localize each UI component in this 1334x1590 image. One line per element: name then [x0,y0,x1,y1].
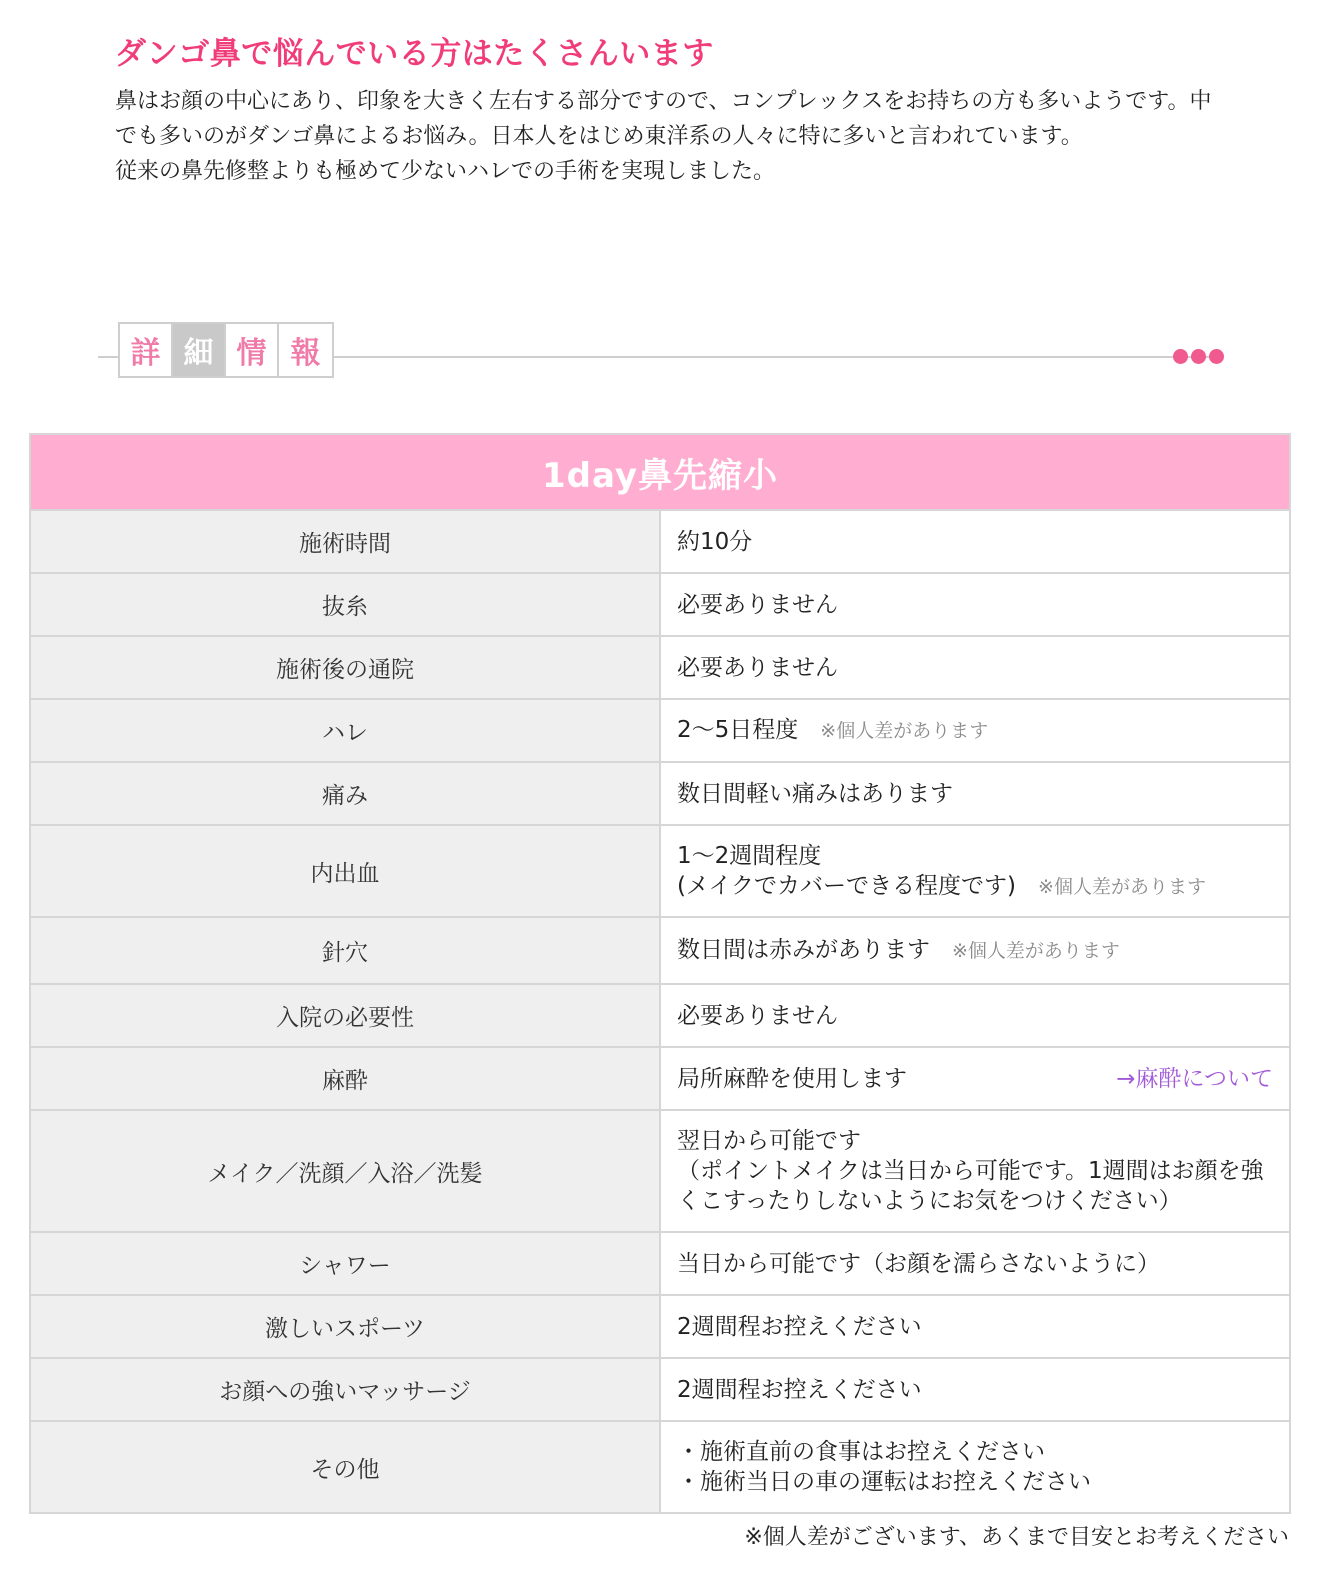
table-row [30,1110,1290,1232]
section-title-char: 情 [226,324,279,376]
table-row [30,1232,1290,1295]
decorative-dots-icon [1173,349,1224,364]
intro-section [115,32,1225,189]
row-value-text: 局所麻酔を使用します [677,1065,907,1092]
row-value-text: ・施術直前の食事はお控えください [677,1439,1045,1465]
row-label: 内出血 [30,825,660,917]
row-value-line [677,1312,1273,1342]
row-value [660,762,1290,825]
table-row [30,762,1290,825]
row-value [660,917,1290,984]
row-value [660,984,1290,1047]
table-row [30,917,1290,984]
row-value-line [677,1001,1273,1031]
row-value-line [677,1437,1273,1467]
row-value [660,1421,1290,1513]
row-value-line [677,1126,1273,1156]
section-heading [98,320,1224,380]
row-label: 痛み [30,762,660,825]
row-value-text: ・施術当日の車の運転はお控えください [677,1469,1091,1495]
row-value-text: 翌日から可能です [677,1128,861,1154]
row-value-text: 2〜5日程度 [677,717,799,743]
section-title-char: 詳 [120,324,173,376]
row-note: ※個人差があります [820,720,989,742]
row-label: 施術時間 [30,510,660,573]
table-row [30,699,1290,762]
row-note: ※個人差があります [952,940,1120,962]
row-label: 激しいスポーツ [30,1295,660,1358]
row-value-line [677,1467,1273,1497]
row-value-text: 2週間程お控えください [677,1376,922,1403]
row-value-text: 必要ありません [677,591,838,618]
table-body [30,510,1290,1513]
section-title-char: 細 [173,324,226,376]
row-label: シャワー [30,1232,660,1295]
table-row [30,1295,1290,1358]
row-value-text: 当日から可能です（お顔を濡らさないように） [677,1250,1160,1277]
row-label: その他 [30,1421,660,1513]
table-row [30,510,1290,573]
row-value-text: 2週間程お控えください [677,1313,922,1340]
row-value-text: 1〜2週間程度 [677,842,822,869]
table-title: 1day鼻先縮小 [30,434,1290,510]
row-label: メイク／洗顔／入浴／洗髪 [30,1110,660,1232]
row-value [660,1295,1290,1358]
table-row [30,1358,1290,1421]
row-label: 施術後の通院 [30,636,660,699]
row-value [660,510,1290,573]
intro-paragraph: 鼻はお顔の中心にあり、印象を大きく左右する部分ですので、コンプレックスをお持ちの方も多いようです。中でも多いのがダンゴ鼻によるお悩み。日本人をはじめ東洋系の人々に特に多いと言われています。 [115,89,1212,149]
row-value-line [677,1375,1273,1405]
intro-paragraph: 従来の鼻先修整よりも極めて少ないハレでの手術を実現しました。 [115,159,776,184]
row-label: 麻酔 [30,1047,660,1110]
row-value [660,573,1290,636]
row-label: 針穴 [30,917,660,984]
row-label: 抜糸 [30,573,660,636]
row-value-line [677,527,1273,557]
row-value-line [677,841,1273,871]
row-value [660,1110,1290,1232]
section-title-box [118,322,334,378]
row-value-text: 必要ありません [677,654,838,681]
row-value-line [677,590,1273,620]
table-row [30,825,1290,917]
row-value-line [677,715,1273,746]
row-value [660,1047,1290,1110]
table-row [30,573,1290,636]
row-value-line [677,1249,1273,1279]
intro-body [115,84,1225,189]
row-value-line [677,871,1273,902]
row-value [660,636,1290,699]
row-value [660,825,1290,917]
row-label: ハレ [30,699,660,762]
row-value-line [677,653,1273,683]
row-value-text: 数日間は赤みがあります [677,937,930,963]
row-value-line [677,935,1273,966]
row-label: お顔への強いマッサージ [30,1358,660,1421]
table-row [30,636,1290,699]
row-value-line [677,779,1273,809]
row-value [660,1358,1290,1421]
intro-title: ダンゴ鼻で悩んでいる方はたくさんいます [115,36,714,72]
row-value-line [677,1156,1273,1216]
row-note: ※個人差があります [1038,875,1206,898]
row-value [660,1232,1290,1295]
row-value-text: (メイクでカバーできる程度です) [677,872,1017,899]
anesthesia-info-link[interactable]: →麻酔について [1116,1065,1273,1092]
section-title-char: 報 [290,336,321,371]
table-row [30,1047,1290,1110]
row-value [660,699,1290,762]
row-value-text: 約10分 [677,528,753,555]
table-row [30,1421,1290,1513]
table-row [30,984,1290,1047]
row-value-text: 必要ありません [677,1002,838,1029]
row-value-text: 数日間軽い痛みはあります [677,780,953,807]
footnote: ※個人差がございます、あくまで目安とお考えください [744,1525,1289,1550]
row-value-text: （ポイントメイクは当日から可能です。1週間はお顔を強くこすったりしないようにお気をつけください） [677,1158,1264,1214]
row-label: 入院の必要性 [30,984,660,1047]
details-table [29,433,1291,1514]
